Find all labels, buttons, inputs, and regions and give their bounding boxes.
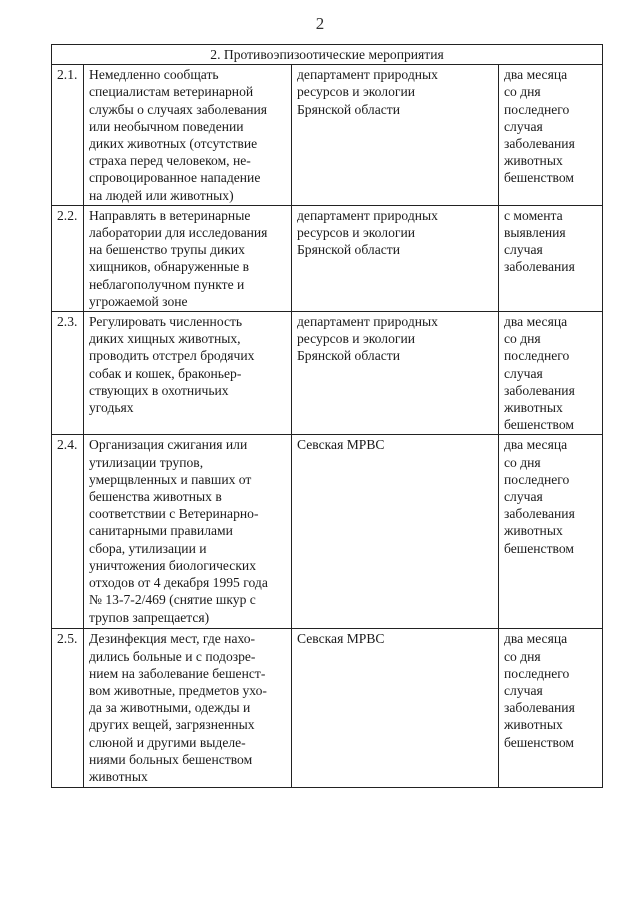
- term-cell: с момента выявления случая заболевания: [499, 205, 603, 311]
- page-number: 2: [315, 14, 325, 33]
- row-number: 2.3.: [52, 312, 84, 435]
- measures-table: [51, 44, 603, 788]
- action-cell: Регулировать численность диких хищных животных, проводить отстрел бродячих собак и кошек, браконьер- ствующих в охотничьих угодьях: [84, 312, 292, 435]
- responsible-cell: Севская МРВС: [292, 435, 499, 629]
- responsible-cell: департамент природных ресурсов и экологии Брянской области: [292, 205, 499, 311]
- table-row: [52, 205, 603, 311]
- responsible-cell: департамент природных ресурсов и экологии Брянской области: [292, 65, 499, 206]
- row-number: 2.4.: [52, 435, 84, 629]
- action-cell: Немедленно сообщать специалистам ветеринарной службы о случаях заболевания или необычном поведении диких животных (отсутствие страха перед человеком, не- спровоцированное нападение на людей или животных): [84, 65, 292, 206]
- term-cell: два месяца со дня последнего случая заболевания животных бешенством: [499, 629, 603, 788]
- section-title: 2. Противоэпизоотические мероприятия: [52, 45, 603, 65]
- row-number: 2.1.: [52, 65, 84, 206]
- action-cell: Направлять в ветеринарные лаборатории для исследования на бешенство трупы диких хищников, обнаруженные в неблагополучном пункте и угрожаемой зоне: [84, 205, 292, 311]
- row-number: 2.2.: [52, 205, 84, 311]
- table-row: [52, 65, 603, 206]
- action-cell: Дезинфекция мест, где нахо- дились больные и с подозре- нием на заболевание бешенст- вом животные, предметов ухо- да за животными, одежды и других вещей, загрязненных слюной и другими выделе- ниями больных бешенством животных: [84, 629, 292, 788]
- term-cell: два месяца со дня последнего случая заболевания животных бешенством: [499, 435, 603, 629]
- action-cell: Организация сжигания или утилизации трупов, умерщвленных и павших от бешенства животных в соответствии с Ветеринарно- санитарными правилами сбора, утилизации и уничтожения биологических отходов от 4 декабря 1995 года № 13-7-2/469 (снятие шкур с трупов запрещается): [84, 435, 292, 629]
- row-number: 2.5.: [52, 629, 84, 788]
- table-row: [52, 312, 603, 435]
- section-header-row: [52, 45, 603, 65]
- term-cell: два месяца со дня последнего случая заболевания животных бешенством: [499, 65, 603, 206]
- table-row: [52, 435, 603, 629]
- table-row: [52, 629, 603, 788]
- responsible-cell: Севская МРВС: [292, 629, 499, 788]
- term-cell: два месяца со дня последнего случая заболевания животных бешенством: [499, 312, 603, 435]
- responsible-cell: департамент природных ресурсов и экологии Брянской области: [292, 312, 499, 435]
